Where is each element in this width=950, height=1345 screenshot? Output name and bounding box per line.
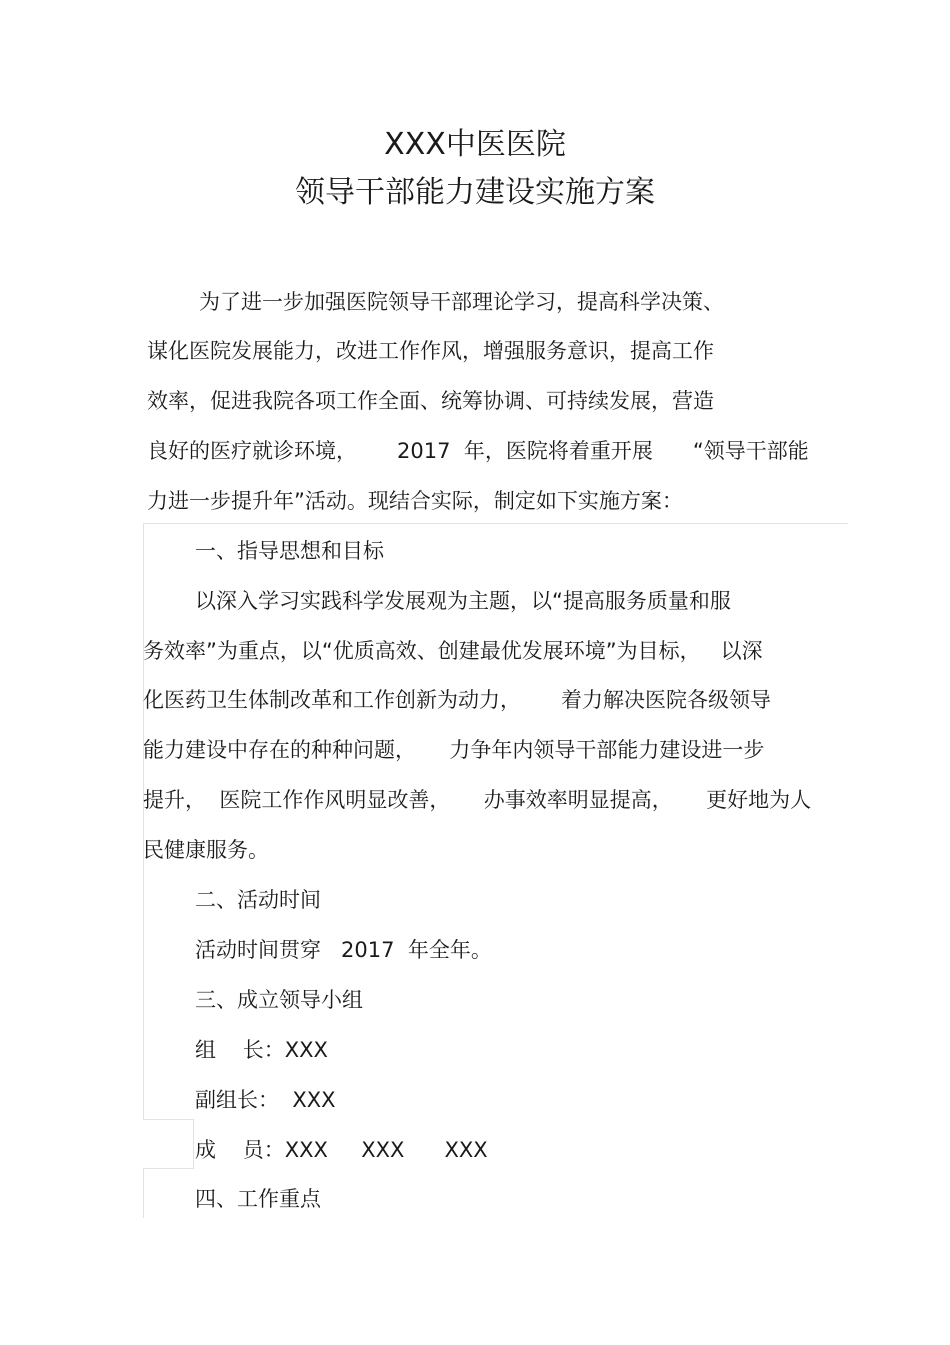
group-members: 成 员：XXX XXX XXX (195, 1138, 488, 1162)
frame-line-box-top (143, 1119, 193, 1120)
section1-line-1: 以深入学习实践科学发展观为主题，以“提高服务质量和服 (195, 589, 731, 613)
section1-line-4: 能力建设中存在的种种问题， 力争年内领导干部能力建设进一步 (143, 738, 765, 762)
section1-line-3: 化医药卫生体制改革和工作创新为动力， 着力解决医院各级领导 (143, 688, 772, 712)
frame-line-left-upper (143, 523, 144, 1120)
section2-heading: 二、活动时间 (195, 888, 321, 912)
frame-line-top (143, 523, 848, 524)
section4-heading: 四、工作重点 (195, 1187, 321, 1211)
section1-heading: 一、指导思想和目标 (195, 539, 384, 563)
frame-line-box-bottom (143, 1168, 193, 1169)
intro-line-2: 谋化医院发展能力，改进工作作风，增强服务意识，提高工作 (147, 339, 714, 363)
section1-line-2: 务效率”为重点，以“优质高效、创建最优发展环境”为目标， 以深 (143, 639, 763, 663)
section3-heading: 三、成立领导小组 (195, 988, 363, 1012)
section2-text: 活动时间贯穿 2017 年全年。 (195, 938, 492, 962)
intro-line-4: 良好的医疗就诊环境， 2017 年，医院将着重开展 “领导干部能 (147, 439, 809, 463)
intro-line-1: 为了进一步加强医院领导干部理论学习，提高科学决策、 (199, 290, 724, 314)
frame-line-box-right (193, 1119, 194, 1169)
intro-line-3: 效率，促进我院各项工作全面、统筹协调、可持续发展，营造 (147, 389, 714, 413)
document-title-line2: 领导干部能力建设实施方案 (295, 175, 655, 210)
section1-line-5: 提升， 医院工作作风明显改善， 办事效率明显提高， 更好地为人 (143, 788, 812, 812)
frame-line-left-lower (143, 1168, 144, 1218)
deputy-leader: 副组长： XXX (195, 1088, 336, 1112)
document-title-line1: XXX中医医院 (384, 127, 566, 162)
group-leader: 组 长：XXX (195, 1038, 328, 1062)
section1-line-6: 民健康服务。 (143, 838, 269, 862)
intro-line-5: 力进一步提升年”活动。现结合实际，制定如下实施方案： (147, 489, 683, 513)
